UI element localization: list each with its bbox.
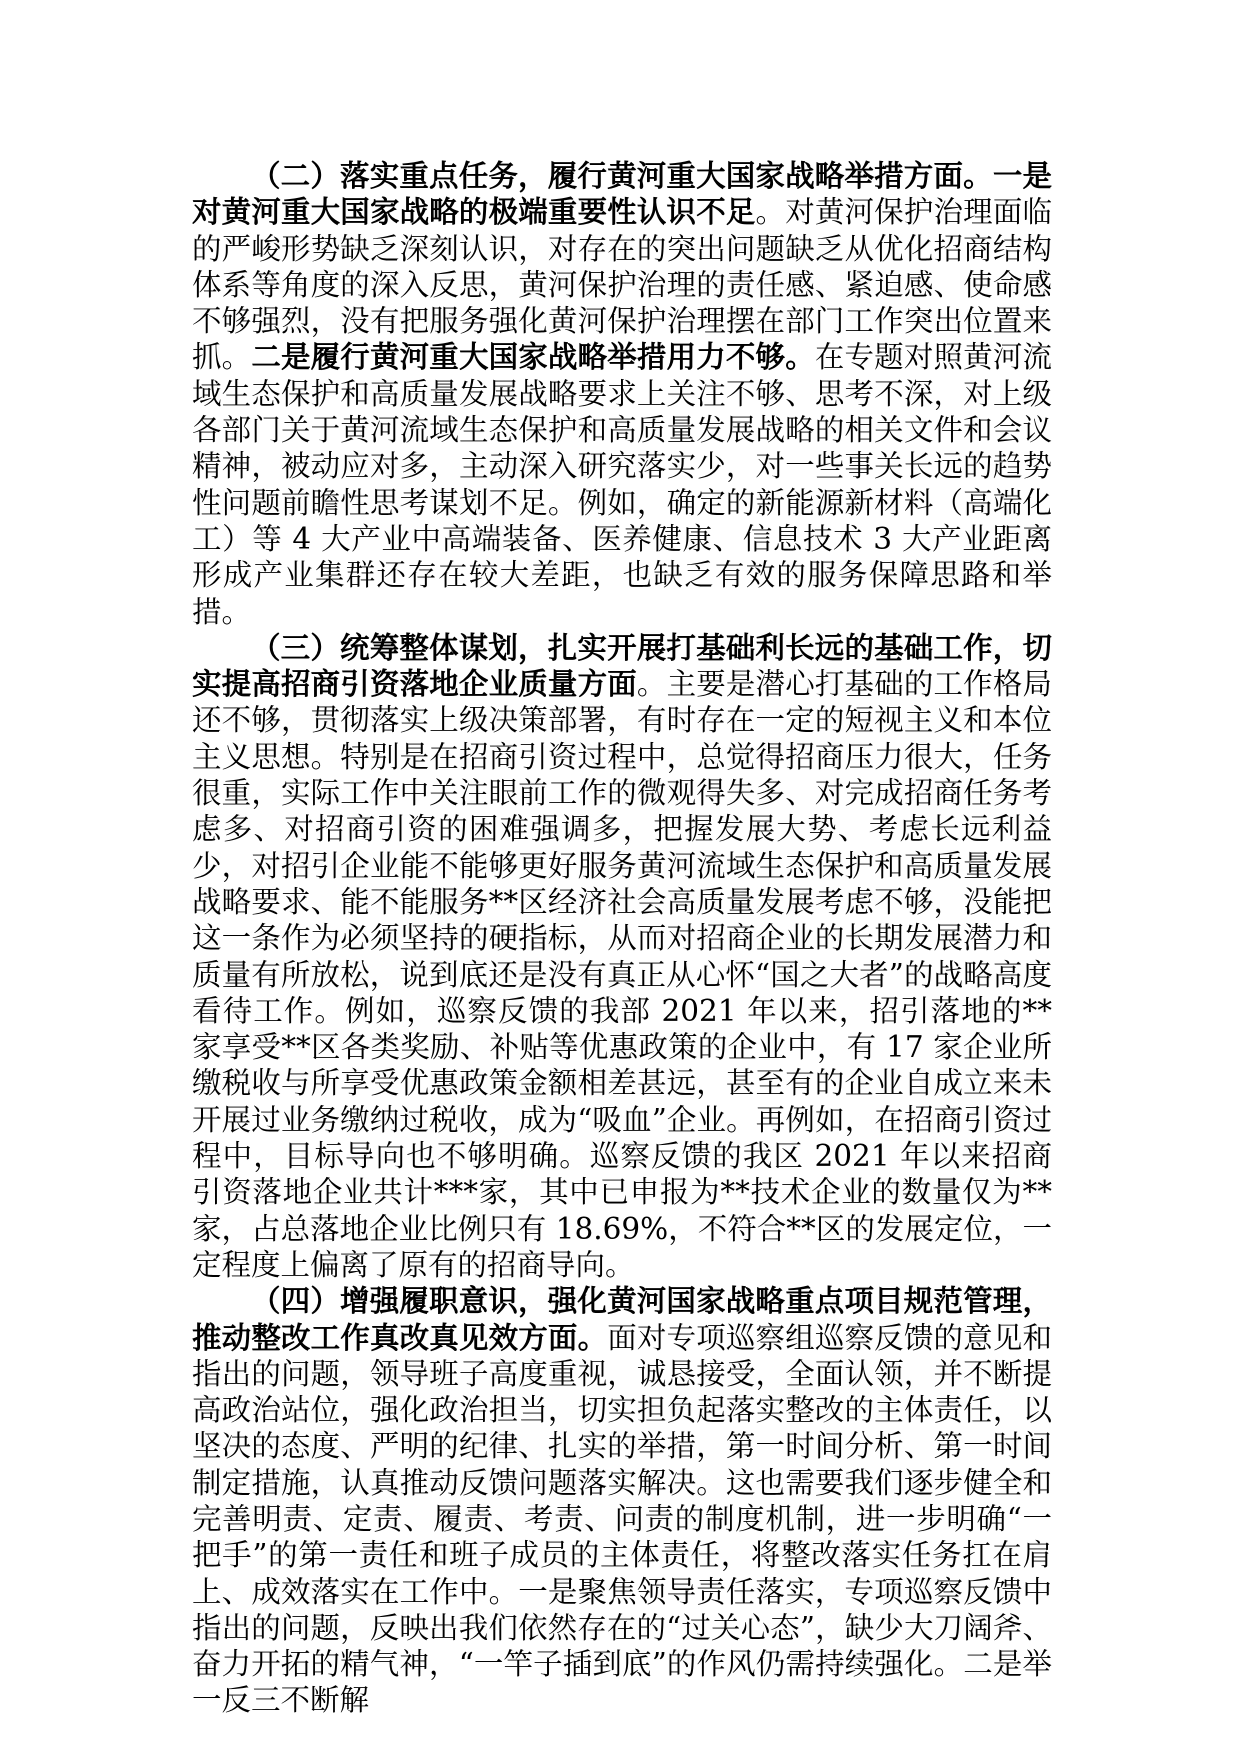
paragraph-section-3 [192, 630, 1052, 1283]
document-page [192, 158, 1052, 1719]
paragraph-section-2 [192, 158, 1052, 630]
section-heading-3: （三）统筹整体谋划，扎实开展打基础利长远的基础工作，切实提高招商引资落地企业质量方面 [192, 629, 1052, 702]
paragraph-section-4 [192, 1283, 1052, 1719]
point-1-text: 。对黄河保护治理面临的严峻形势缺乏深刻认识，对存在的突出问题缺乏从优化招商结构体系等角度的深入反思，黄河保护治理的责任感、紧迫感、使命感不够强烈，没有把服务强化黄河保护治理摆在部门工作突出位置来抓。 [192, 195, 1052, 375]
point-1-title: 一是对黄河重大国家战略的极端重要性认识不足 [192, 158, 1052, 230]
section-4-text: 面对专项巡察组巡察反馈的意见和指出的问题，领导班子高度重视，诚恳接受，全面认领，并不断提高政治站位，强化政治担当，切实担负起落实整改的主体责任，以坚决的态度、严明的纪律、扎实的举措，第一时间分析、第一时间制定措施，认真推动反馈问题落实解决。这也需要我们逐步健全和完善明责、定责、履责、考责、问责的制度机制，进一步明确“一把手”的第一责任和班子成员的主体责任，将整改落实任务扛在肩上、成效落实在工作中。一是聚焦领导责任落实，专项巡察反馈中指出的问题，反映出我们依然存在的“过关心态”，缺少大刀阔斧、奋力开拓的精气神，“一竿子插到底”的作风仍需持续强化。二是举一反三不断解 [192, 1320, 1052, 1718]
section-heading-2: （二）落实重点任务，履行黄河重大国家战略举措方面。 [251, 158, 993, 193]
section-3-text: 。主要是潜心打基础的工作格局还不够，贯彻落实上级决策部署，有时存在一定的短视主义和本位主义思想。特别是在招商引资过程中，总觉得招商压力很大，任务很重，实际工作中关注眼前工作的微观得失多、对完成招商任务考虑多、对招商引资的困难强调多，把握发展大势、考虑长远利益少，对招引企业能不能够更好服务黄河流域生态保护和高质量发展战略要求、能不能服务**区经济社会高质量发展考虑不够，没能把这一条作为必须坚持的硬指标，从而对招商企业的长期发展潜力和质量有所放松，说到底还是没有真正从心怀“国之大者”的战略高度看待工作。例如，巡察反馈的我部 2021 年以来，招引落地的**家享受**区各类奖励、补贴等优惠政策的企业中，有 17 家企业所缴税收与所享受优惠政策金额相差甚远，甚至有的企业自成立来未开展过业务缴纳过税收，成为“吸血”企业。再例如，在招商引资过程中，目标导向也不够明确。巡察反馈的我区 2021 年以来招商引资落地企业共计***家，其中已申报为**技术企业的数量仅为**家，占总落地企业比例只有 18.69%，不符合**区的发展定位，一定程度上偏离了原有的招商导向。 [192, 667, 1052, 1282]
section-heading-4: （四）增强履职意识，强化黄河国家战略重点项目规范管理，推动整改工作真改真见效方面。 [192, 1283, 1052, 1355]
point-2-text: 在专题对照黄河流域生态保护和高质量发展战略要求上关注不够、思考不深，对上级各部门关于黄河流域生态保护和高质量发展战略的相关文件和会议精神，被动应对多，主动深入研究落实少，对一些事关长远的趋势性问题前瞻性思考谋划不足。例如，确定的新能源新材料（高端化工）等 4 大产业中高端装备、医养健康、信息技术 3 大产业距离形成产业集群还存在较大差距，也缺乏有效的服务保障思路和举措。 [192, 340, 1052, 629]
point-2-title: 二是履行黄河重大国家战略举措用力不够。 [251, 339, 815, 375]
